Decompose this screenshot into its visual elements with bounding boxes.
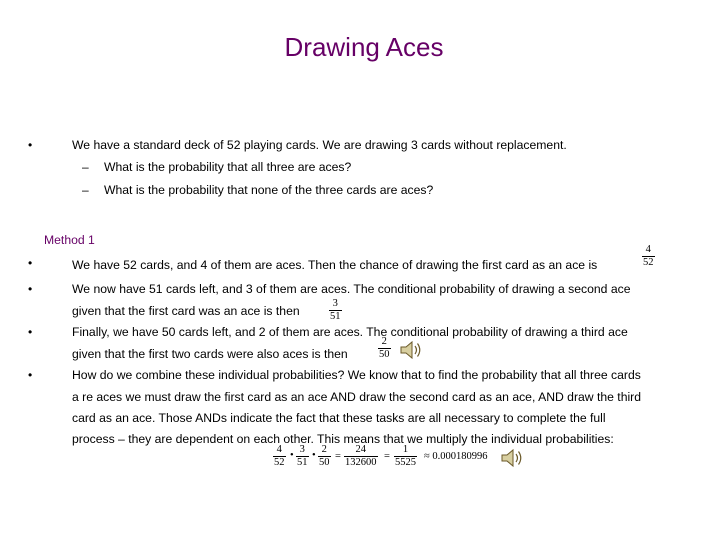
step4-line3: card as an ace. Those ANDs indicate the fact that these tasks are all necessary to complete the full: [72, 411, 606, 425]
fraction-numerator: 1: [402, 444, 409, 455]
multiply-operator: •: [312, 450, 316, 461]
fraction-denominator: 52: [643, 257, 654, 268]
step2-line1: We now have 51 cards left, and 3 of them are aces. The conditional probability of drawing a second ace: [72, 282, 631, 296]
step4-line2: a re aces we must draw the first card as an ace AND draw the second card as an ace, AND draw the third: [72, 390, 642, 404]
equals-sign: =: [335, 451, 341, 462]
fraction-numerator: 3: [299, 444, 305, 455]
fraction-numerator: 3: [332, 298, 338, 309]
intro-text: We have a standard deck of 52 playing cards. We are drawing 3 cards without replacement.: [72, 138, 567, 152]
fraction-3-51: [329, 298, 342, 323]
fraction-numerator: 4: [645, 244, 651, 255]
bullet-icon: •: [28, 282, 33, 296]
method-heading: Method 1: [44, 233, 95, 247]
eq-fraction-3-51: [296, 444, 309, 469]
fraction-numerator: 4: [276, 444, 282, 455]
eq-fraction-24-132600: [344, 444, 378, 469]
fraction-denominator: 5525: [395, 457, 416, 468]
step4-line1: How do we combine these individual probabilities? We know that to find the probability that all three cards: [72, 368, 641, 382]
step3-line1: Finally, we have 50 cards left, and 2 of them are aces. The conditional probability of drawing a third ace: [72, 325, 628, 339]
bullet-icon: •: [28, 256, 33, 270]
fraction-2-50: [378, 336, 391, 361]
speaker-icon[interactable]: [399, 338, 425, 362]
step4-line4: process – they are dependent on each other. This means that we multiply the individual probabilities:: [72, 432, 614, 446]
fraction-denominator: 50: [379, 349, 390, 360]
question-all-aces: What is the probability that all three are aces?: [104, 160, 352, 174]
fraction-numerator: 2: [321, 444, 327, 455]
eq-fraction-2-50: [318, 444, 331, 469]
slide-title: Drawing Aces: [284, 32, 444, 62]
step2-line2: given that the first card was an ace is then: [72, 304, 300, 318]
equation-result: ≈ 0.000180996: [424, 451, 488, 462]
fraction-denominator: 51: [330, 311, 341, 322]
bullet-icon: •: [28, 138, 33, 152]
speaker-icon[interactable]: [500, 446, 526, 470]
dash-icon: –: [82, 160, 89, 174]
dash-icon: –: [82, 183, 89, 197]
fraction-4-52: [642, 244, 655, 269]
step3-line2: given that the first two cards were also aces is then: [72, 347, 348, 361]
eq-fraction-4-52: [273, 444, 286, 469]
fraction-numerator: 2: [381, 336, 387, 347]
fraction-numerator: 24: [355, 444, 366, 455]
bullet-icon: •: [28, 325, 33, 339]
question-no-aces: What is the probability that none of the three cards are aces?: [104, 183, 434, 197]
eq-fraction-1-5525: [394, 444, 417, 469]
fraction-denominator: 51: [297, 457, 308, 468]
equals-sign: =: [384, 451, 390, 462]
multiply-operator: •: [290, 450, 294, 461]
fraction-denominator: 132600: [345, 457, 377, 468]
fraction-denominator: 50: [319, 457, 330, 468]
step1-text: We have 52 cards, and 4 of them are aces. Then the chance of drawing the first card as an ace is: [72, 258, 598, 272]
fraction-denominator: 52: [274, 457, 285, 468]
bullet-icon: •: [28, 368, 33, 382]
